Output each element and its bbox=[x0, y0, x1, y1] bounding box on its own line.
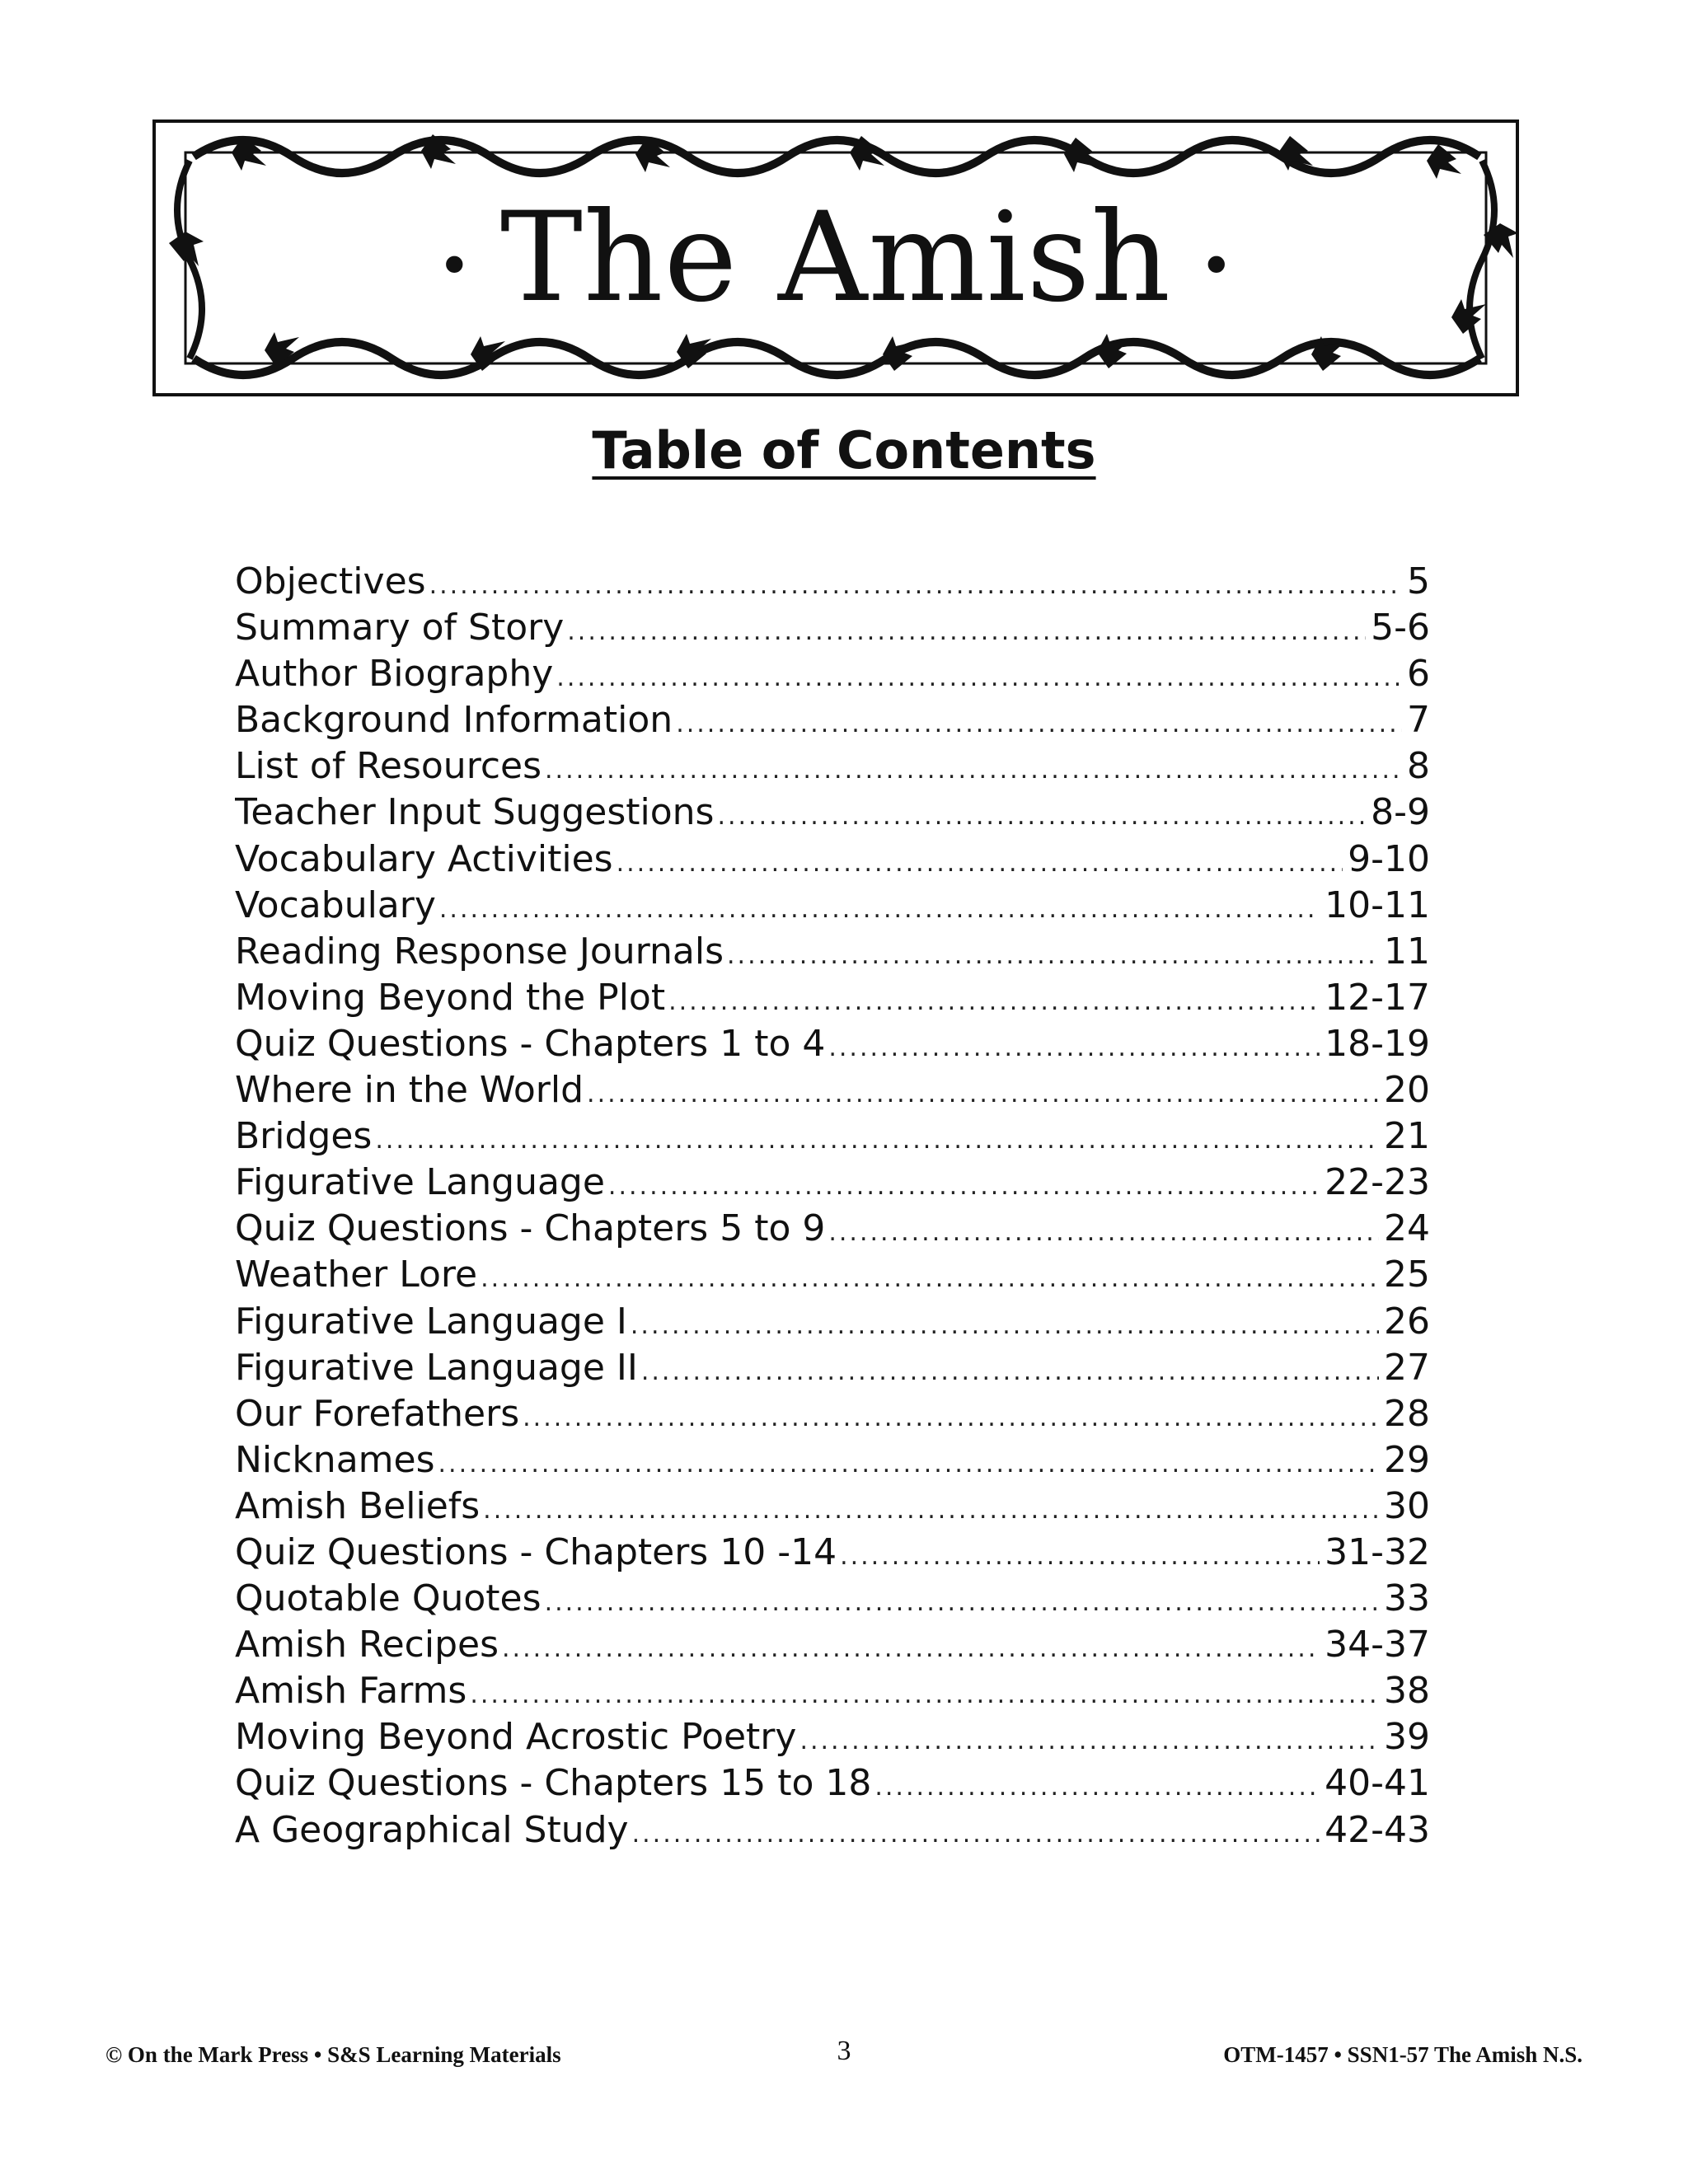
toc-entry-title: Background Information bbox=[235, 699, 673, 742]
toc-leader-dots bbox=[481, 1256, 1379, 1298]
toc-entry-page: 5-6 bbox=[1371, 607, 1430, 649]
toc-entry-title: Vocabulary Activities bbox=[235, 837, 613, 880]
toc-entry bbox=[235, 1391, 1430, 1437]
toc-entry-page: 26 bbox=[1384, 1300, 1430, 1343]
toc-leader-dots bbox=[668, 979, 1320, 1021]
toc-entry-page: 28 bbox=[1384, 1392, 1430, 1435]
toc-entry-title: Moving Beyond the Plot bbox=[235, 976, 666, 1019]
toc-leader-dots bbox=[617, 841, 1343, 883]
toc-entry-page: 6 bbox=[1407, 653, 1430, 696]
toc-entry bbox=[235, 605, 1430, 651]
toc-leader-dots bbox=[717, 794, 1366, 836]
toc-entry bbox=[235, 975, 1430, 1021]
title-banner bbox=[152, 120, 1519, 396]
footer-catalog-id: OTM-1457 • SSN1-57 The Amish N.S. bbox=[1223, 2042, 1582, 2067]
toc-leader-dots bbox=[631, 1303, 1379, 1345]
toc-entry-page: 29 bbox=[1384, 1438, 1430, 1481]
toc-heading bbox=[0, 420, 1688, 480]
toc-entry-title: Our Forefathers bbox=[235, 1392, 520, 1435]
toc-entry bbox=[235, 1252, 1430, 1298]
toc-entry bbox=[235, 1345, 1430, 1391]
toc-entry-title: Figurative Language I bbox=[235, 1300, 627, 1343]
toc-entry bbox=[235, 883, 1430, 929]
toc-entry-title: Teacher Input Suggestions bbox=[235, 791, 715, 834]
toc-entry-page: 11 bbox=[1384, 930, 1430, 972]
toc-entry-page: 30 bbox=[1384, 1484, 1430, 1527]
toc-entry bbox=[235, 1760, 1430, 1807]
toc-leader-dots bbox=[556, 655, 1402, 697]
toc-leader-dots bbox=[608, 1164, 1320, 1206]
toc-entry bbox=[235, 1021, 1430, 1067]
toc-entry-page: 8 bbox=[1407, 745, 1430, 788]
toc-entry-page: 42-43 bbox=[1325, 1808, 1430, 1851]
title-dot-right: • bbox=[1199, 232, 1235, 300]
toc-entry bbox=[235, 651, 1430, 697]
toc-leader-dots bbox=[828, 1210, 1379, 1252]
toc-entry bbox=[235, 1576, 1430, 1622]
toc-entry-page: 31-32 bbox=[1325, 1530, 1430, 1573]
title-dot-left: • bbox=[437, 232, 472, 300]
toc-entry-title: Amish Beliefs bbox=[235, 1484, 481, 1527]
toc-leader-dots bbox=[874, 1765, 1320, 1807]
toc-leader-dots bbox=[727, 933, 1379, 975]
toc-entry-title: Quotable Quotes bbox=[235, 1577, 542, 1620]
toc-leader-dots bbox=[587, 1071, 1379, 1113]
toc-leader-dots bbox=[502, 1626, 1320, 1668]
toc-entry-page: 25 bbox=[1384, 1254, 1430, 1296]
toc-entry-page: 7 bbox=[1407, 699, 1430, 742]
toc-entry-title: Quiz Questions - Chapters 1 to 4 bbox=[235, 1022, 826, 1065]
toc-leader-dots bbox=[676, 701, 1402, 743]
toc-entry-title: Author Biography bbox=[235, 653, 554, 696]
toc-entry-title: Figurative Language II bbox=[235, 1346, 638, 1389]
toc-entry-title: Moving Beyond Acrostic Poetry bbox=[235, 1716, 797, 1759]
toc-heading-text: Table of Contents bbox=[592, 420, 1096, 480]
toc-entry bbox=[235, 559, 1430, 605]
toc-entry bbox=[235, 1530, 1430, 1576]
toc-leader-dots bbox=[632, 1811, 1320, 1854]
toc-entry-title: Quiz Questions - Chapters 15 to 18 bbox=[235, 1762, 872, 1805]
toc-entry-title: Summary of Story bbox=[235, 607, 565, 649]
toc-leader-dots bbox=[567, 609, 1366, 651]
toc-entry bbox=[235, 1299, 1430, 1345]
toc-entry-title: Where in the World bbox=[235, 1069, 584, 1112]
toc-entry bbox=[235, 1622, 1430, 1668]
toc-entry bbox=[235, 1113, 1430, 1160]
toc-leader-dots bbox=[545, 1580, 1379, 1622]
toc-entry bbox=[235, 790, 1430, 836]
toc-leader-dots bbox=[799, 1718, 1379, 1760]
toc-entry-page: 20 bbox=[1384, 1069, 1430, 1112]
toc-entry-title: Quiz Questions - Chapters 10 -14 bbox=[235, 1530, 837, 1573]
toc-entry bbox=[235, 743, 1430, 790]
toc-entry-title: Figurative Language bbox=[235, 1161, 605, 1204]
toc-entry-title: Amish Farms bbox=[235, 1670, 467, 1713]
toc-entry bbox=[235, 1668, 1430, 1714]
toc-entry-title: Weather Lore bbox=[235, 1254, 478, 1296]
toc-leader-dots bbox=[375, 1118, 1379, 1160]
toc-entry-page: 9-10 bbox=[1348, 837, 1430, 880]
toc-entry-title: Reading Response Journals bbox=[235, 930, 724, 972]
toc-leader-dots bbox=[545, 748, 1402, 790]
toc-entry bbox=[235, 1206, 1430, 1252]
toc-entry-title: A Geographical Study bbox=[235, 1808, 629, 1851]
toc-entry-page: 5 bbox=[1407, 560, 1430, 602]
toc-entry-page: 27 bbox=[1384, 1346, 1430, 1389]
toc-entry bbox=[235, 837, 1430, 883]
toc-entry-page: 18-19 bbox=[1325, 1022, 1430, 1065]
title-text: The Amish bbox=[499, 186, 1172, 330]
toc-entry-page: 40-41 bbox=[1325, 1762, 1430, 1805]
toc-entry-page: 8-9 bbox=[1371, 791, 1430, 834]
toc-entry-page: 10-11 bbox=[1325, 883, 1430, 926]
toc-entry-page: 12-17 bbox=[1325, 976, 1430, 1019]
toc-leader-dots bbox=[438, 1441, 1379, 1483]
toc-leader-dots bbox=[483, 1488, 1379, 1530]
document-title bbox=[152, 120, 1519, 396]
toc-entry-title: Vocabulary bbox=[235, 883, 436, 926]
toc-entry-page: 22-23 bbox=[1325, 1161, 1430, 1204]
toc-leader-dots bbox=[840, 1534, 1320, 1576]
toc-entry-title: Bridges bbox=[235, 1115, 373, 1158]
toc-list bbox=[235, 559, 1430, 1854]
toc-entry bbox=[235, 1483, 1430, 1530]
toc-entry-page: 21 bbox=[1384, 1115, 1430, 1158]
toc-leader-dots bbox=[470, 1672, 1379, 1714]
toc-leader-dots bbox=[429, 563, 1402, 605]
footer-publisher: © On the Mark Press • S&S Learning Materials bbox=[106, 2042, 561, 2067]
toc-entry bbox=[235, 1437, 1430, 1483]
toc-entry-page: 38 bbox=[1384, 1670, 1430, 1713]
toc-entry bbox=[235, 1807, 1430, 1854]
toc-entry-page: 34-37 bbox=[1325, 1624, 1430, 1666]
toc-entry bbox=[235, 1714, 1430, 1760]
toc-leader-dots bbox=[439, 887, 1320, 929]
toc-entry bbox=[235, 1160, 1430, 1206]
toc-entry-title: Amish Recipes bbox=[235, 1624, 499, 1666]
toc-entry bbox=[235, 1067, 1430, 1113]
toc-leader-dots bbox=[828, 1025, 1320, 1067]
toc-entry-title: Nicknames bbox=[235, 1438, 435, 1481]
toc-entry-page: 24 bbox=[1384, 1207, 1430, 1250]
toc-entry-title: Objectives bbox=[235, 560, 426, 602]
toc-entry-page: 39 bbox=[1384, 1716, 1430, 1759]
toc-entry-title: List of Resources bbox=[235, 745, 542, 788]
toc-entry-title: Quiz Questions - Chapters 5 to 9 bbox=[235, 1207, 826, 1250]
toc-entry bbox=[235, 697, 1430, 743]
toc-entry bbox=[235, 929, 1430, 975]
toc-leader-dots bbox=[523, 1395, 1379, 1437]
toc-leader-dots bbox=[641, 1349, 1379, 1391]
footer-page-number: 3 bbox=[837, 2036, 851, 2066]
toc-entry-page: 33 bbox=[1384, 1577, 1430, 1620]
